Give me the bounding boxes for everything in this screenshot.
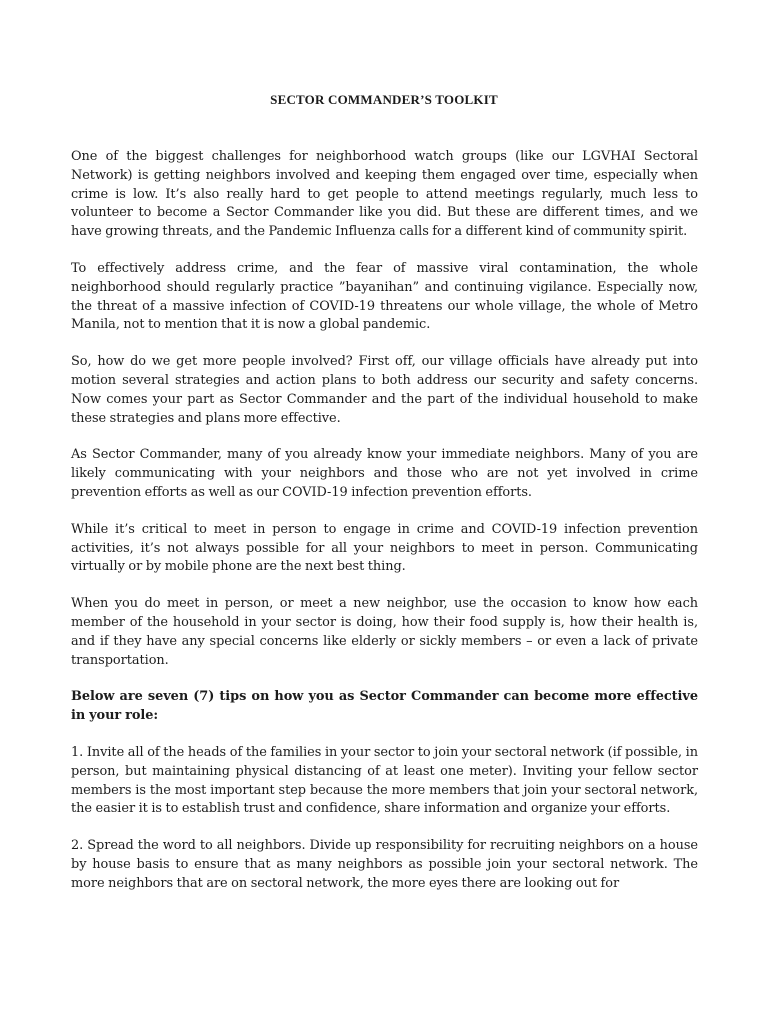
paragraph-involvement: So, how do we get more people involved? First off, our village officials have already put into motion several strategies and action plans to both address our security and safety concerns. Now comes your part as Sector Commander and the part of the individual household to make these strategies and plans more effective. xyxy=(71,354,698,426)
page-title: SECTOR COMMANDER’S TOOLKIT xyxy=(270,92,498,107)
paragraph-intro: One of the biggest challenges for neighborhood watch groups (like our LGVHAI Sectoral Network) is getting neighbors involved and keeping them engaged over time, especially when crime is low. It’s also really hard to get people to attend meetings regularly, much less to volunteer to become a Sector Commander like you did. But these are different times, and we have growing threats, and the Pandemic Influenza calls for a different kind of community spirit. xyxy=(71,149,698,240)
paragraph-new-neighbor: When you do meet in person, or meet a new neighbor, use the occasion to know how each member of the household in your sector is doing, how their food supply is, how their health is, and if they have any special concerns like elderly or sickly members – or even a lack of private transportation. xyxy=(71,596,698,668)
tip-2: 2. Spread the word to all neighbors. Divide up responsibility for recruiting neighbors on a house by house basis to ensure that as many neighbors as possible join your sectoral network. The more neighbors that are on sectoral network, the more eyes there are looking out for xyxy=(71,838,698,891)
document-body xyxy=(71,148,698,912)
tips-heading: Below are seven (7) tips on how you as Sector Commander can become more effective in your role: xyxy=(71,689,698,724)
paragraph-sector-commander: As Sector Commander, many of you already know your immediate neighbors. Many of you are likely communicating with your neighbors and those who are not yet involved in crime prevention efforts as well as our COVID-19 infection prevention efforts. xyxy=(71,447,698,500)
paragraph-meet-in-person: While it’s critical to meet in person to engage in crime and COVID-19 infection prevention activities, it’s not always possible for all your neighbors to meet in person. Communicating virtually or by mobile phone are the next best thing. xyxy=(71,521,698,575)
paragraph-bayanihan: To effectively address crime, and the fear of massive viral contamination, the whole neighborhood should regularly practice ”bayanihan” and continuing vigilance. Especially now, the threat of a massive infection of COVID-19 threatens our whole village, the whole of Metro Manila, not to mention that it is now a global pandemic. xyxy=(71,260,698,333)
tip-1: 1. Invite all of the heads of the families in your sector to join your sectoral network (if possible, in person, but maintaining physical distancing of at least one meter). Inviting your fellow sector members is the most important step because the more members that join your sectoral network, the easier it is to establish trust and confidence, share information and organize your efforts. xyxy=(71,744,698,817)
